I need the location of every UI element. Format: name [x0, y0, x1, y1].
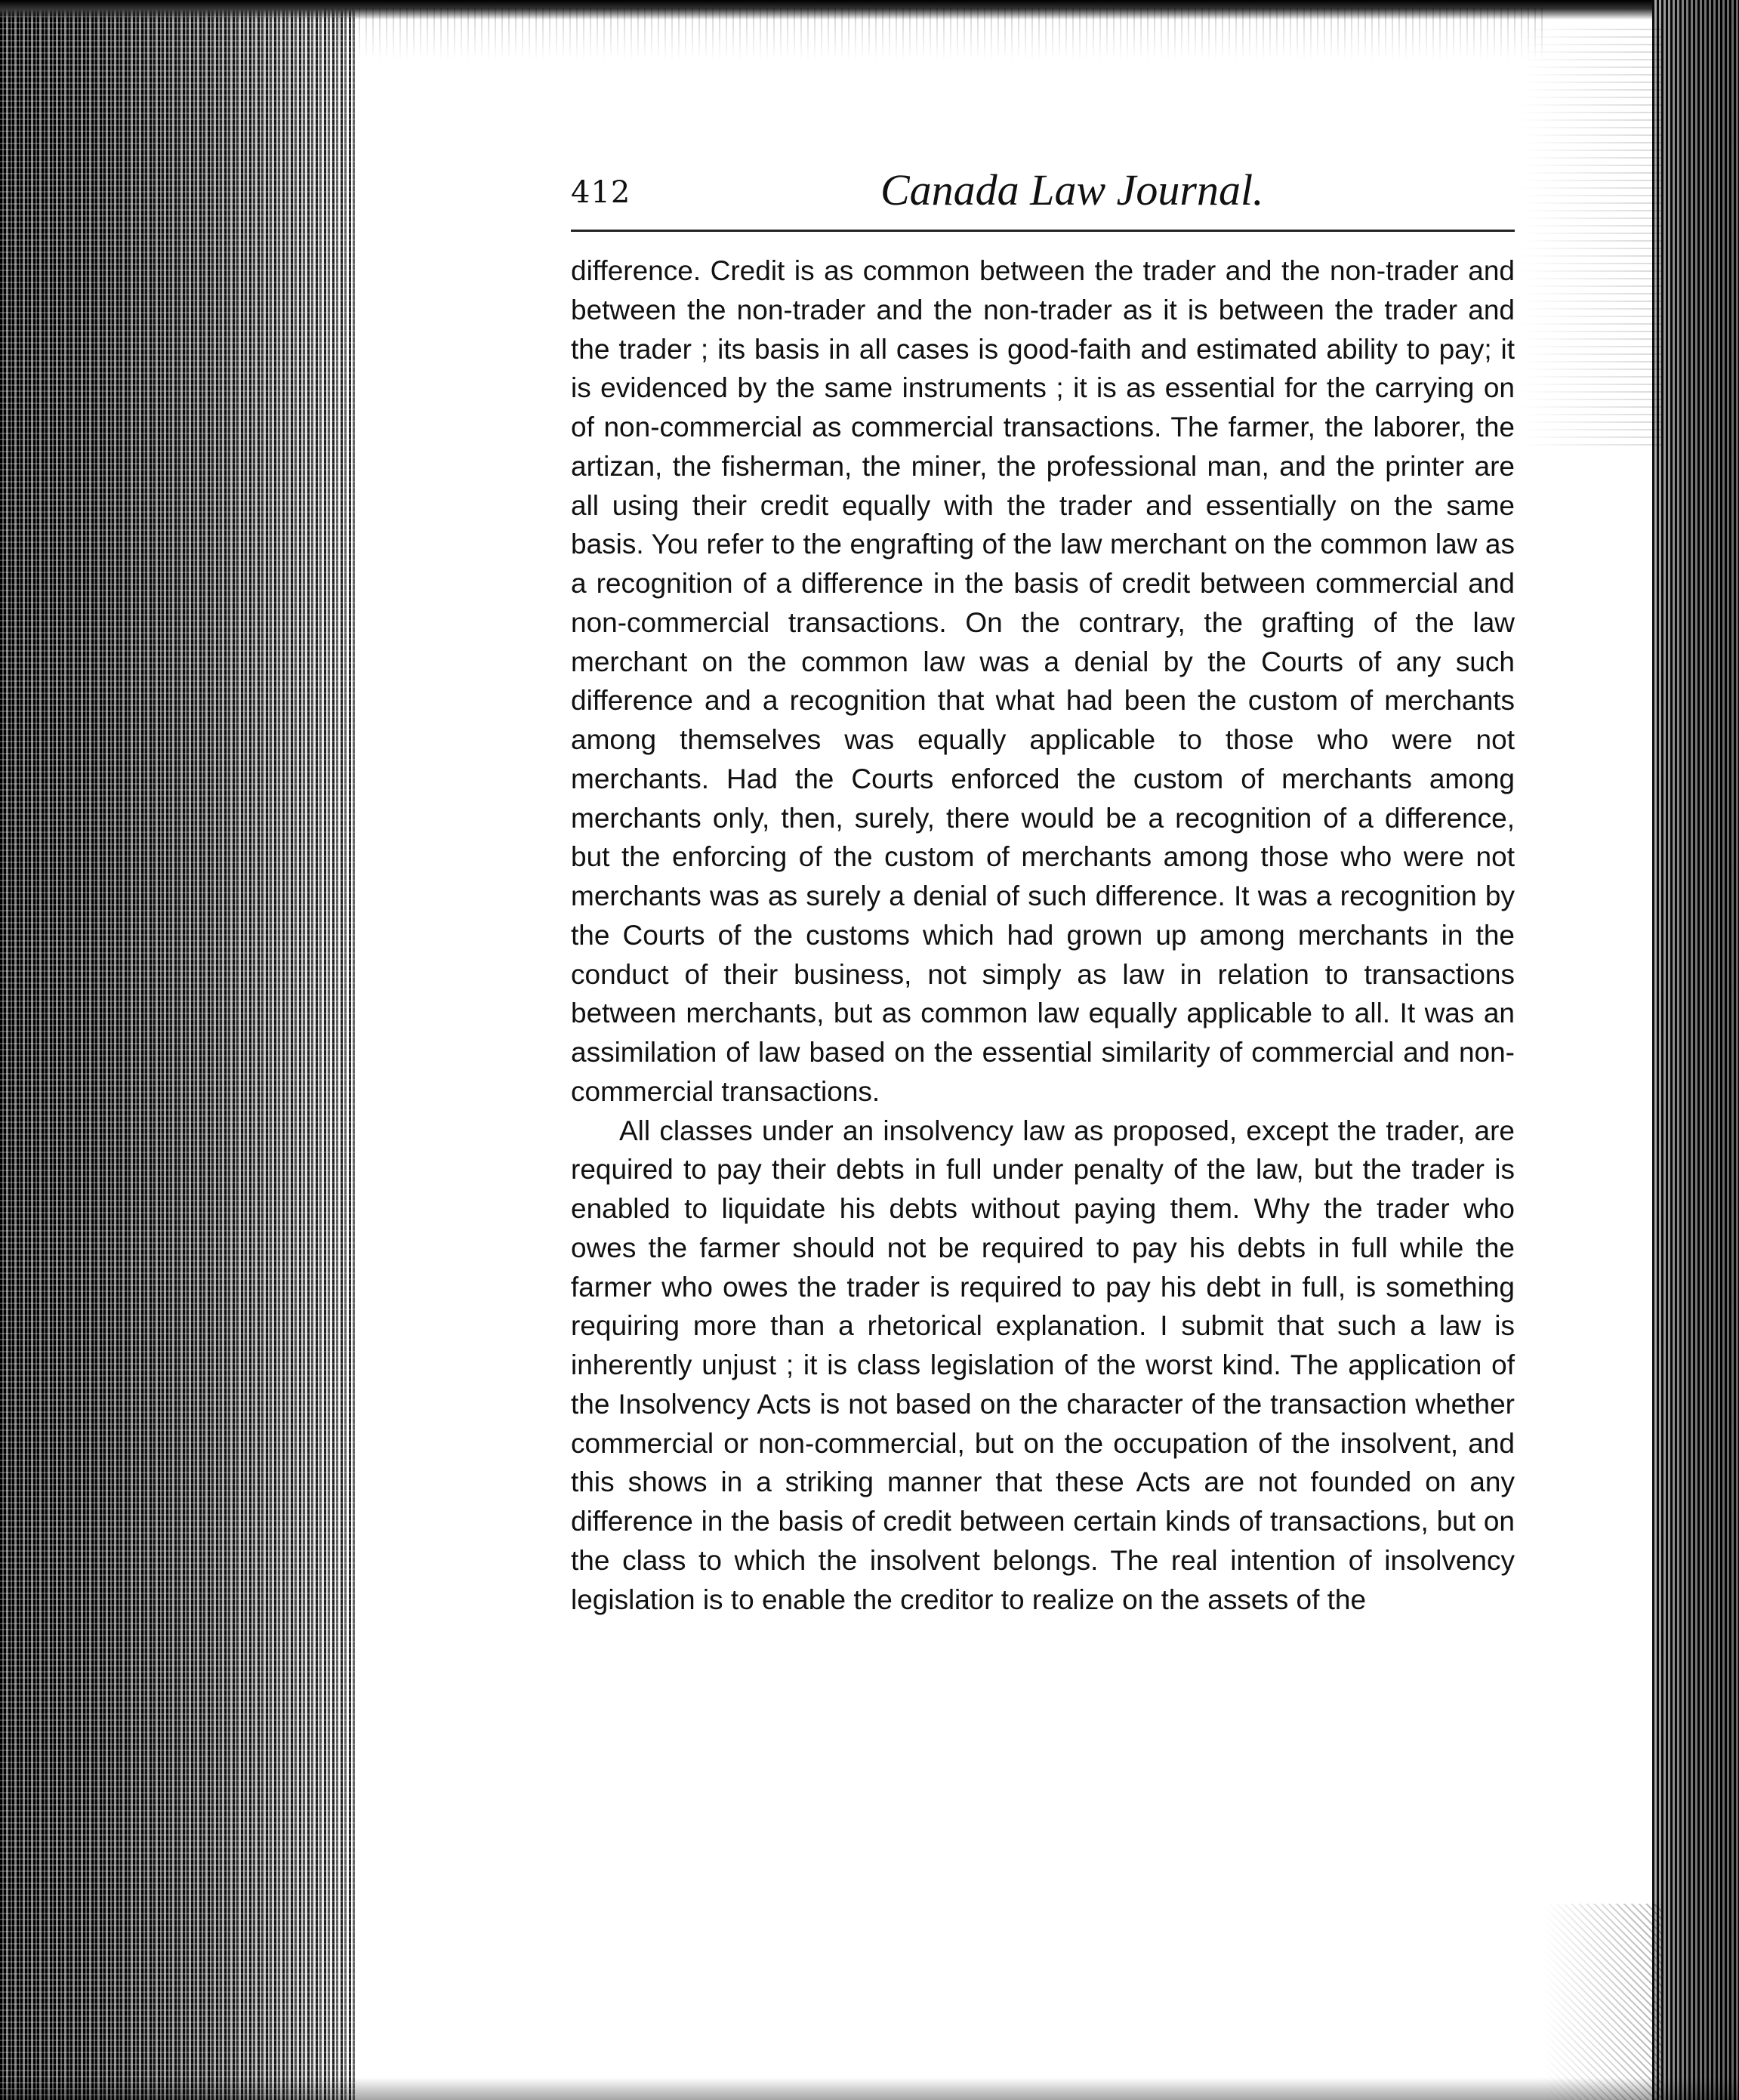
- scan-noise-bottom-right: [1543, 1904, 1663, 2100]
- page-header: [571, 165, 1515, 225]
- header-rule: [571, 230, 1515, 232]
- paragraph-2: All classes under an insolvency law as proposed, except the trader, are required to pay their debts in full under penalty of the law, but the trader is enabled to liquidate his debts without paying them. Why the trader who owes the farmer should not be required to pay his debts in full while the farmer who owes the trader is required to pay his debt in full, is something requiring more than a rhetorical explanation. I submit that such a law is inherently unjust ; it is class legislation of the worst kind. The application of the Insolvency Acts is not based on the character of the transaction whether commercial or non-commercial, but on the occupation of the insolvent, and this shows in a striking manner that these Acts are not founded on any difference in the basis of credit between certain kinds of transactions, but on the class to which the insolvent belongs. The real intention of insolvency legislation is to enable the creditor to realize on the assets of the: [571, 1115, 1515, 1615]
- running-title: Canada Law Journal.: [880, 165, 1264, 214]
- scan-noise-right: [1520, 23, 1663, 446]
- scan-noise-left: [0, 0, 355, 2100]
- paragraph-1: difference. Credit is as common between the trader and the non-trader and between the non-trader and the non-trader as it is between the trader and the trader ; its basis in all cases is good-faith and estimated ability to pay; it is evidenced by the same instruments ; it is as essential for the carrying on of non-commercial as commercial transactions. The farmer, the laborer, the artizan, the fisherman, the miner, the professional man, and the printer are all using their credit equally with the trader and essentially on the same basis. You refer to the engrafting of the law merchant on the common law as a recognition of a difference in the basis of credit between commercial and non-commercial transactions. On the contrary, the grafting of the law merchant on the common law was a denial by the Courts of any such difference and a recognition that what had been the custom of merchants among themselves was equally applicable to those who were not merchants. Had the Courts enforced the custom of merchants among merchants only, then, surely, there would be a recognition of a difference, but the enforcing of the custom of merchants among those who were not merchants was as surely a denial of such difference. It was a recognition by the Courts of the customs which had grown up among merchants in the conduct of their business, not simply as law in relation to transactions between merchants, but as common law equally applicable to all. It was an assimilation of law based on the essential similarity of commercial and non-commercial transactions.: [571, 255, 1515, 1107]
- page-number: 412: [571, 175, 631, 210]
- scan-edge-right: [1652, 0, 1739, 2100]
- scan-edge-bottom: [0, 2077, 1739, 2100]
- scan-noise-top: [325, 8, 1548, 60]
- body-text: [571, 251, 1515, 1619]
